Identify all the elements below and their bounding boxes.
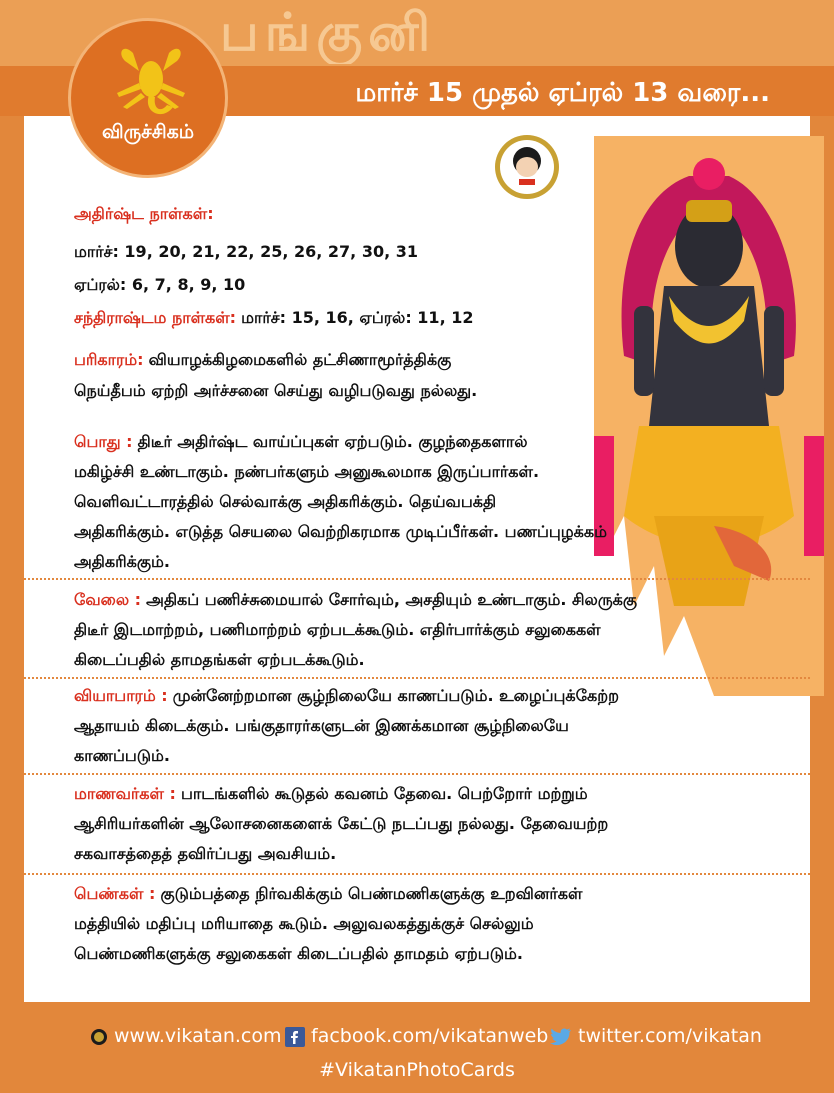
zodiac-sign-label: விருச்சிகம் [101,121,195,143]
general-line-1: திடீர் அதிர்ஷ்ட வாய்ப்புகள் ஏற்படும். குழந்தைகளால் [137,432,528,451]
general-label: பொது : [74,432,133,451]
lucky-days-march: மார்ச்: 19, 20, 21, 22, 25, 26, 27, 30, 31 [74,242,418,261]
women-line-1: குடும்பத்தை நிர்வகிக்கும் பெண்மணிகளுக்கு உறவினர்கள் [160,884,583,903]
general-line-4: அதிகரிக்கும். எடுத்த செயலை வெற்றிகரமாக முடிப்பீர்கள். பணப்புழக்கம் [74,522,607,541]
section-divider [24,773,810,775]
facebook-text: facbook.com/vikatanweb [311,1025,549,1047]
lucky-days-april: ஏப்ரல்: 6, 7, 8, 9, 10 [74,275,246,294]
chandrashtama-value: மார்ச்: 15, 16, ஏப்ரல்: 11, 12 [241,308,474,327]
hashtag: #VikatanPhotoCards [319,1059,515,1081]
work-line-2: திடீர் இடமாற்றம், பணிமாற்றம் ஏற்படக்கூடும். எதிர்பார்க்கும் சலுகைகள் [74,620,601,639]
remedy-label: பரிகாரம்: [74,350,144,369]
twitter-text: twitter.com/vikatan [578,1025,762,1047]
zodiac-badge [68,18,228,178]
vikatan-mascot-logo [493,133,561,201]
deity-illustration [594,136,824,696]
women-line-3: பெண்மணிகளுக்கு சலுகைகள் கிடைப்பதில் தாமதம் ஏற்படும். [74,944,523,963]
general-line-5: அதிகரிக்கும். [74,552,170,571]
general-row [74,432,528,453]
scorpion-icon [103,33,199,123]
vikatan-logo-icon [90,1028,108,1046]
month-watermark: பங்குனி [220,3,437,63]
twitter-link[interactable] [550,1025,762,1047]
footer [0,1003,834,1093]
chandrashtama-row [74,308,473,329]
section-divider [24,578,810,580]
women-row [74,884,582,905]
business-line-1: முன்னேற்றமான சூழ்நிலையே காணப்படும். உழைப்புக்கேற்ற [172,686,620,705]
work-label: வேலை : [74,590,142,609]
students-label: மாணவர்கள் : [74,784,176,803]
business-line-3: காணப்படும். [74,746,170,765]
chandrashtama-label: சந்திராஷ்டம நாள்கள்: [74,308,237,327]
facebook-icon [285,1027,305,1047]
students-line-3: சகவாசத்தைத் தவிர்ப்பது அவசியம். [74,844,337,863]
work-line-3: கிடைப்பதில் தாமதங்கள் ஏற்படக்கூடும். [74,650,365,669]
business-label: வியாபாரம் : [74,686,168,705]
work-row [74,590,637,611]
work-line-1: அதிகப் பணிச்சுமையால் சோர்வும், அசதியும் உண்டாகும். சிலருக்கு [146,590,638,609]
section-divider [24,677,810,679]
remedy-line-2: நெய்தீபம் ஏற்றி அர்ச்சனை செய்து வழிபடுவது நல்லது. [74,381,478,400]
website-text: www.vikatan.com [114,1025,282,1047]
general-line-3: வெளிவட்டாரத்தில் செல்வாக்கு அதிகரிக்கும். தெய்வபக்தி [74,492,497,511]
students-line-1: பாடங்களில் கூடுதல் கவனம் தேவை. பெற்றோர் மற்றும் [181,784,588,803]
website-link[interactable] [90,1025,282,1047]
date-range: மார்ச் 15 முதல் ஏப்ரல் 13 வரை... [355,78,770,108]
section-divider [24,873,810,875]
women-line-2: மத்தியில் மதிப்பு மரியாதை கூடும். அலுவலகத்துக்குச் செல்லும் [74,914,534,933]
students-row [74,784,588,805]
remedy-row [74,350,451,371]
lucky-days-heading: அதிர்ஷ்ட நாள்கள்: [74,204,214,223]
twitter-icon [550,1028,572,1046]
business-row [74,686,619,707]
remedy-line-1: வியாழக்கிழமைகளில் தட்சிணாமூர்த்திக்கு [148,350,452,369]
students-line-2: ஆசிரியர்களின் ஆலோசனைகளைக் கேட்டு நடப்பது நல்லது. தேவையற்ற [74,814,609,833]
women-label: பெண்கள் : [74,884,156,903]
general-line-2: மகிழ்ச்சி உண்டாகும். நண்பர்களும் அனுகூலமாக இருப்பார்கள். [74,462,540,481]
business-line-2: ஆதாயம் கிடைக்கும். பங்குதாரர்களுடன் இணக்கமான சூழ்நிலையே [74,716,569,735]
facebook-link[interactable] [285,1025,548,1047]
